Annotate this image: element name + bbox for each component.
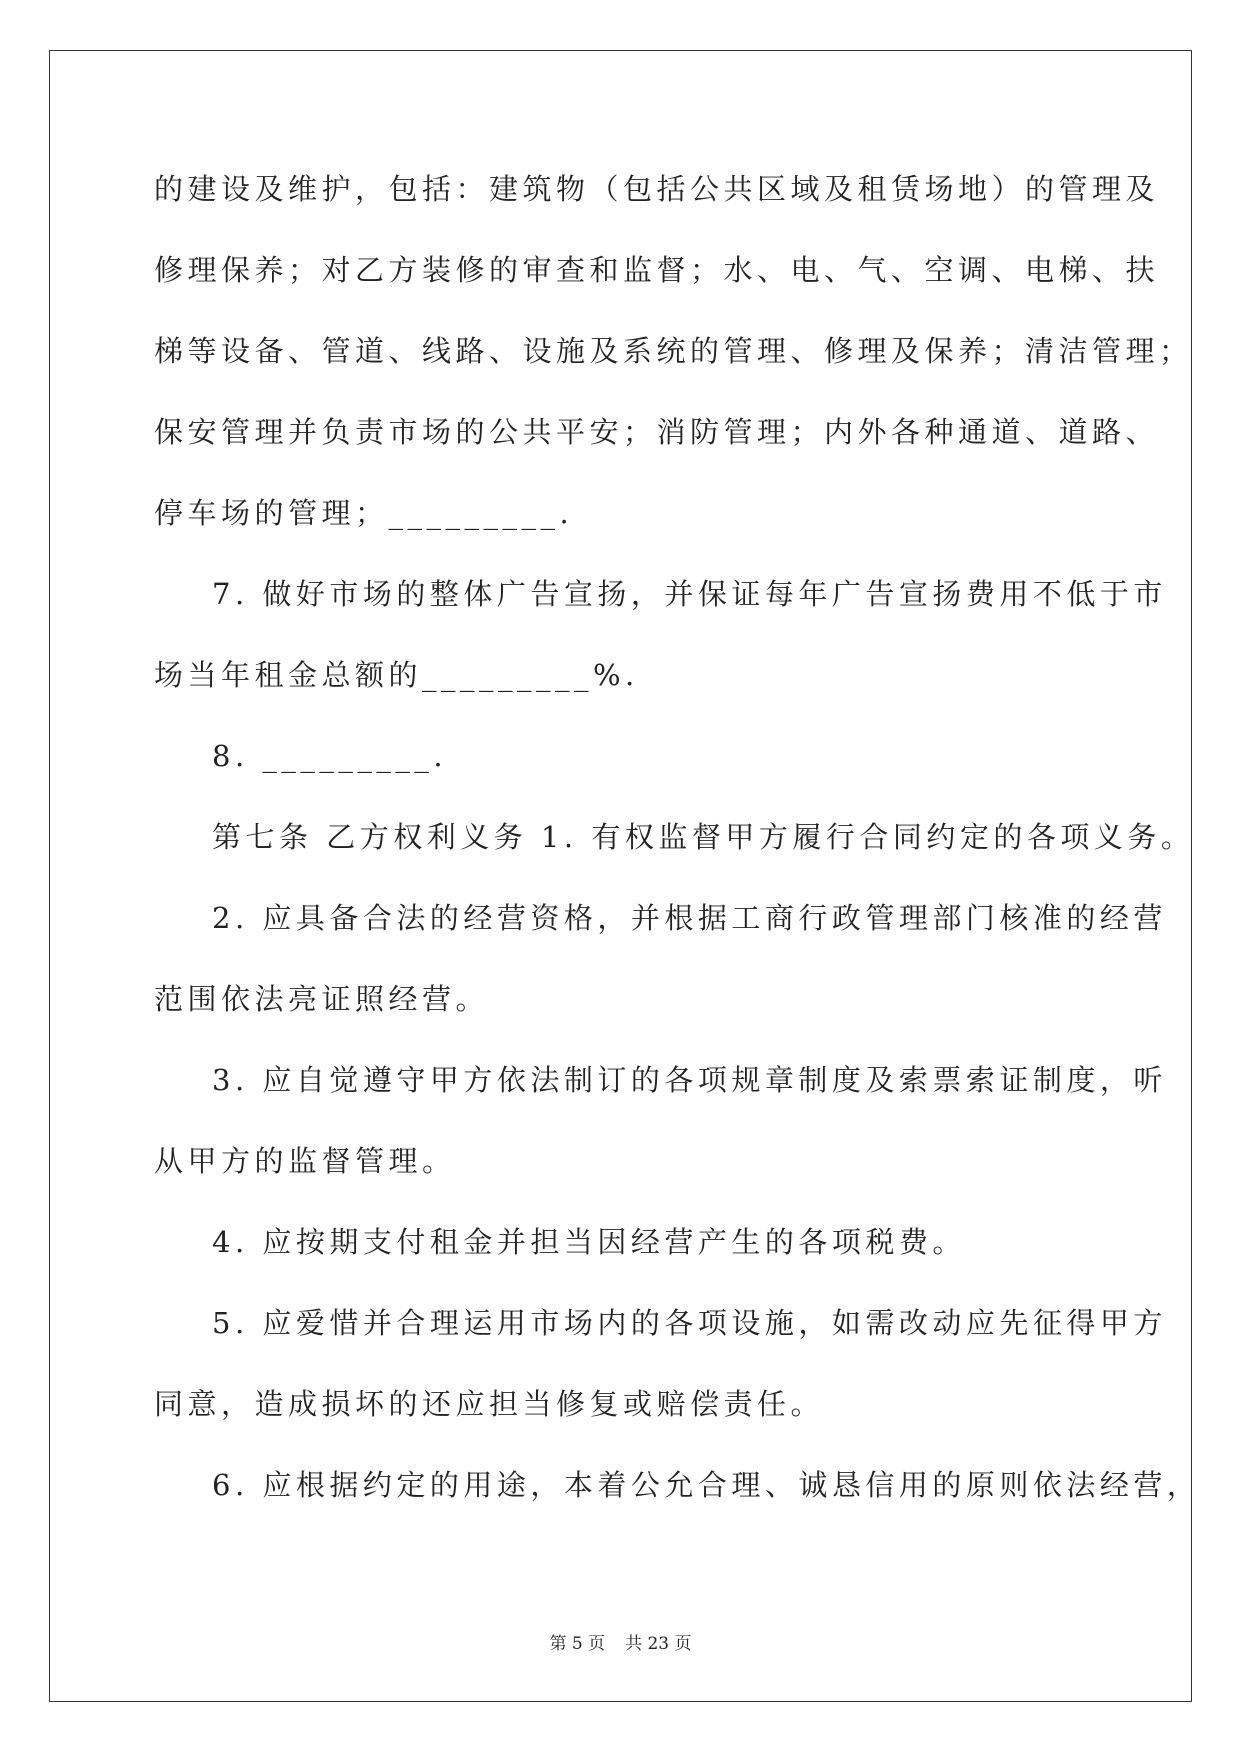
text-line-17: 6. 应根据约定的用途，本着公允合理、诚恳信用的原则依法经营，	[212, 1468, 1201, 1502]
text-line-15: 5. 应爱惜并合理运用市场内的各项设施，如需改动应先征得甲方	[212, 1306, 1167, 1340]
text-line-14: 4. 应按期支付租金并担当因经营产生的各项税费。	[212, 1225, 966, 1259]
current-page-number: 第 5 页	[549, 1634, 606, 1654]
text-line-10: 2. 应具备合法的经营资格，并根据工商行政管理部门核准的经营	[212, 901, 1167, 935]
text-line-16: 同意，造成损坏的还应担当修复或赔偿责任。	[154, 1387, 825, 1421]
text-line-13: 从甲方的监督管理。	[154, 1144, 456, 1178]
text-line-1: 的建设及维护，包括：建筑物（包括公共区域及租赁场地）的管理及	[154, 172, 1160, 206]
text-line-9: 第七条 乙方权利义务 1. 有权监督甲方履行合同约定的各项义务。	[212, 820, 1195, 854]
text-line-3: 梯等设备、管道、线路、设施及系统的管理、修理及保养；清洁管理；	[154, 334, 1193, 368]
text-line-8: 8. _________.	[212, 739, 448, 773]
page-footer	[0, 1632, 1241, 1656]
text-line-2: 修理保养；对乙方装修的审查和监督；水、电、气、空调、电梯、扶	[154, 253, 1160, 287]
total-page-count: 共 23 页	[625, 1634, 692, 1654]
text-line-11: 范围依法亮证照经营。	[154, 982, 490, 1016]
text-line-12: 3. 应自觉遵守甲方依法制订的各项规章制度及索票索证制度，听	[212, 1063, 1167, 1097]
text-line-4: 保安管理并负责市场的公共平安；消防管理；内外各种通道、道路、	[154, 415, 1160, 449]
page-border	[49, 50, 1195, 1702]
text-line-7: 场当年租金总额的_________%.	[154, 658, 639, 692]
text-line-6: 7. 做好市场的整体广告宣扬，并保证每年广告宣扬费用不低于市	[212, 577, 1167, 611]
text-line-5: 停车场的管理；_________.	[154, 496, 574, 530]
